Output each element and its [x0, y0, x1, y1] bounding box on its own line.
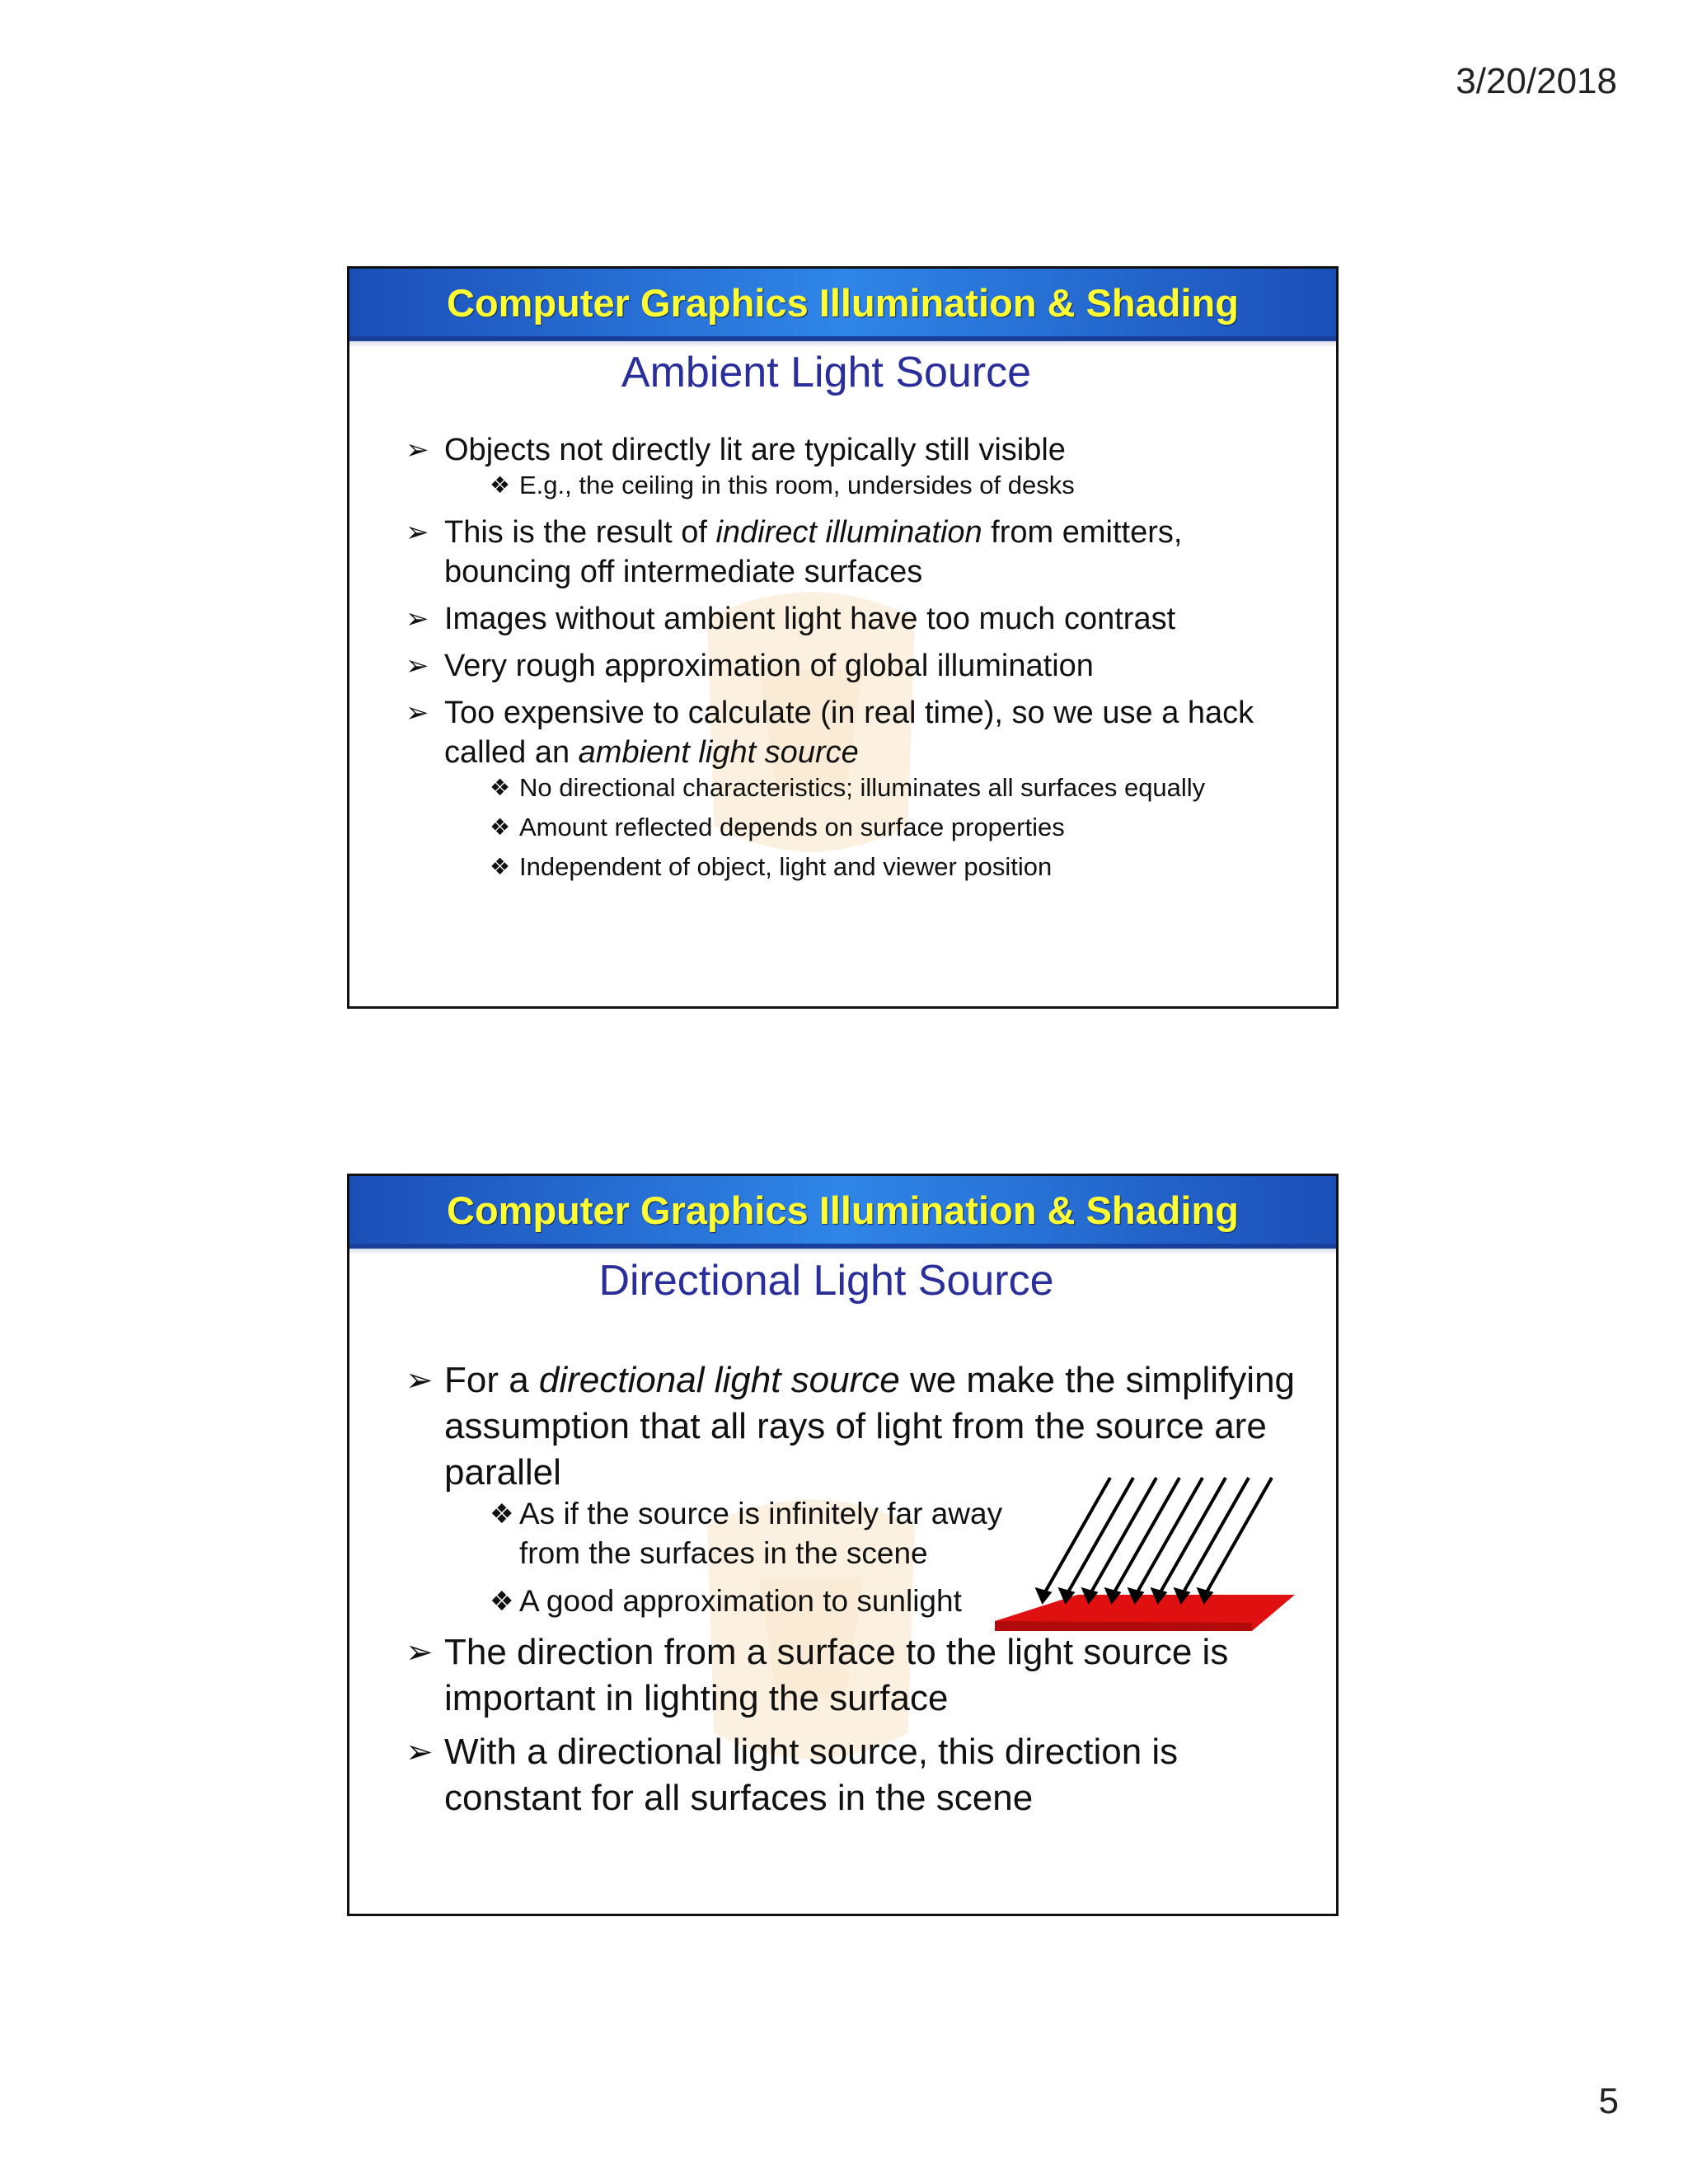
bullet-text: Objects not directly lit are typically still visible — [444, 433, 1066, 467]
diamond-bullet-icon: ❖ — [490, 853, 511, 880]
sub-bullet-list — [490, 768, 1303, 887]
bullet-text: Too expensive to calculate (in real time), so we use a hack called an — [444, 696, 1254, 770]
bullet-emphasis: ambient light source — [578, 735, 859, 770]
bullet-list — [406, 1357, 1303, 1829]
bullet-text: For a — [444, 1360, 539, 1400]
sub-bullet-text: A good approximation to sunlight — [519, 1584, 962, 1618]
arrow-bullet-icon: ➢ — [406, 516, 429, 549]
sub-bullet-item — [490, 808, 1303, 847]
bullet-item — [406, 430, 1303, 505]
bullet-item — [406, 1629, 1303, 1722]
slide-directional-light — [347, 1174, 1339, 1916]
bullet-item — [406, 646, 1303, 686]
bullet-text: This is the result of — [444, 515, 716, 550]
diamond-bullet-icon: ❖ — [490, 813, 511, 841]
bullet-emphasis: directional light source — [538, 1360, 900, 1400]
sub-bullet-list — [490, 1494, 1050, 1621]
sub-bullet-text: Amount reflected depends on surface properties — [519, 813, 1065, 841]
arrow-bullet-icon: ➢ — [406, 1733, 434, 1771]
arrow-bullet-icon: ➢ — [406, 602, 429, 635]
bullet-item — [406, 693, 1303, 887]
sub-bullet-text: Independent of object, light and viewer position — [519, 852, 1053, 881]
sub-bullet-item — [490, 1494, 1050, 1573]
slide-header — [349, 269, 1336, 341]
slide-ambient-light — [347, 266, 1339, 1009]
bullet-item — [406, 599, 1303, 639]
bullet-text: Images without ambient light have too much contrast — [444, 602, 1176, 636]
bullet-item — [406, 1729, 1303, 1821]
sub-bullet-text: As if the source is infinitely far away from the surfaces in the scene — [519, 1497, 1003, 1570]
slide-date: 3/20/2018 — [1456, 61, 1617, 101]
bullet-text: With a directional light source, this direction is constant for all surfaces in the scene — [444, 1732, 1179, 1818]
bullet-item — [406, 1357, 1303, 1621]
slide-header-text: Computer Graphics Illumination & Shading — [447, 1188, 1239, 1232]
diamond-bullet-icon: ❖ — [490, 1585, 514, 1617]
diamond-bullet-icon: ❖ — [490, 471, 511, 499]
arrow-bullet-icon: ➢ — [406, 649, 429, 682]
slide-title: Directional Light Source — [598, 1257, 1054, 1305]
bullet-text: Very rough approximation of global illumination — [444, 649, 1094, 683]
diamond-bullet-icon: ❖ — [490, 774, 511, 801]
bullet-list — [406, 430, 1303, 894]
bullet-text: The direction from a surface to the light source is important in lighting the surface — [444, 1632, 1229, 1718]
diamond-bullet-icon: ❖ — [490, 1497, 514, 1530]
arrow-bullet-icon: ➢ — [406, 696, 429, 729]
sub-bullet-item — [490, 1582, 1050, 1621]
sub-bullet-text: No directional characteristics; illuminates all surfaces equally — [519, 773, 1206, 802]
slide-title: Ambient Light Source — [621, 349, 1032, 396]
bullet-item — [406, 513, 1303, 592]
page-number: 5 — [1598, 2081, 1619, 2121]
arrow-bullet-icon: ➢ — [406, 434, 429, 466]
bullet-text: we make the simplifying assumption that all rays of light from the source are parallel — [444, 1360, 1296, 1493]
sub-bullet-item — [490, 847, 1303, 887]
bullet-emphasis: indirect illumination — [715, 515, 982, 550]
bullet-text: from emitters, bouncing off intermediate surfaces — [444, 515, 1183, 589]
sub-bullet-text: E.g., the ceiling in this room, undersides of desks — [519, 471, 1075, 499]
slide-header — [349, 1176, 1336, 1249]
slide-header-text: Computer Graphics Illumination & Shading — [447, 280, 1239, 325]
sub-bullet-item — [490, 768, 1303, 808]
arrow-bullet-icon: ➢ — [406, 1633, 434, 1671]
arrow-bullet-icon: ➢ — [406, 1361, 434, 1399]
sub-bullet-list — [490, 466, 1303, 505]
sub-bullet-item — [490, 466, 1303, 505]
